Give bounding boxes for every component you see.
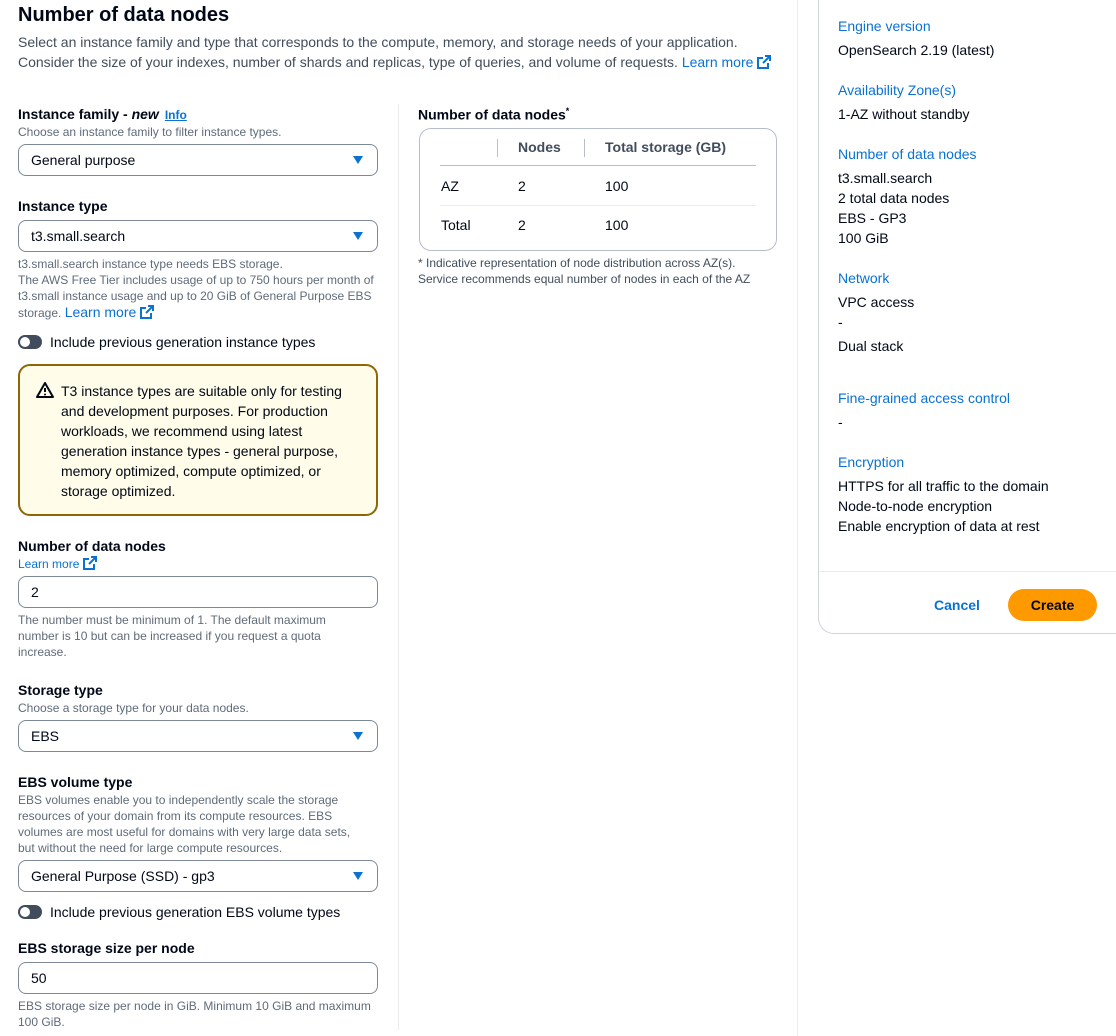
t3-warning-alert — [18, 364, 378, 516]
summary-az-key: Availability Zone(s) — [838, 82, 957, 98]
summary-nodes-values — [838, 168, 949, 248]
page-description-text: Select an instance family and type that corresponds to the compute, memory, and storage needs of your application. Consider the size of your indexes, number of shards and replicas, type of queries, and volume of requests. — [18, 34, 738, 70]
summary-value: Dual stack — [838, 338, 904, 354]
nodes-table — [419, 128, 777, 251]
summary-value: VPC access — [838, 294, 915, 310]
nodes-table-title — [418, 106, 569, 123]
storage-type-value: EBS — [31, 728, 60, 744]
create-button[interactable]: Create — [1008, 589, 1097, 621]
ebs-size-value: 50 — [31, 970, 47, 986]
page-title: Number of data nodes — [18, 4, 230, 26]
ebs-volume-type-value: General Purpose (SSD) - gp3 — [31, 868, 215, 884]
data-nodes-learn-more-label: Learn more — [18, 557, 80, 571]
table-header-storage: Total storage (GB) — [605, 139, 727, 155]
summary-value: EBS - GP3 — [838, 210, 907, 226]
data-nodes-label: Number of data nodes — [18, 538, 166, 554]
caret-down-icon — [353, 232, 363, 240]
storage-type-label: Storage type — [18, 682, 103, 698]
caret-down-icon — [353, 872, 363, 880]
summary-engine-version-key: Engine version — [838, 18, 931, 34]
header-separator — [584, 139, 585, 157]
storage-type-select[interactable] — [18, 720, 378, 752]
external-link-icon — [757, 55, 771, 69]
ebs-volume-type-label: EBS volume type — [18, 774, 133, 790]
summary-value: Enable encryption of data at rest — [838, 518, 1040, 534]
caret-down-icon — [353, 732, 363, 740]
summary-value: HTTPS for all traffic to the domain — [838, 478, 1049, 494]
cancel-button[interactable]: Cancel — [934, 597, 980, 613]
prev-gen-ebs-toggle-row — [18, 904, 340, 920]
summary-value: - — [838, 314, 843, 330]
table-header-divider — [440, 165, 756, 166]
table-cell: 100 — [605, 178, 629, 194]
summary-value: 100 GiB — [838, 230, 889, 246]
instance-type-value: t3.small.search — [31, 228, 126, 244]
summary-fgac-key: Fine-grained access control — [838, 390, 1010, 406]
instance-type-select[interactable] — [18, 220, 378, 252]
table-header-nodes: Nodes — [518, 139, 561, 155]
external-link-icon — [140, 305, 154, 319]
new-tag: new — [131, 106, 159, 122]
instance-type-hint-line2: The AWS Free Tier includes usage of up to 750 hours per month of t3.small instance usage and up to 20 GiB of General Purpose EBS storage. — [18, 273, 374, 320]
summary-encryption-key: Encryption — [838, 454, 905, 470]
instance-family-info-link[interactable]: Info — [164, 108, 187, 122]
ebs-size-label: EBS storage size per node — [18, 940, 195, 956]
summary-value: 2 total data nodes — [838, 190, 950, 206]
data-nodes-value: 2 — [31, 584, 39, 600]
ebs-volume-type-hint: EBS volumes enable you to independently scale the storage resources of your domain from its compute resources. EBS volumes are most useful for domains with very large data sets, but without the need for large compute resources. — [18, 793, 351, 855]
data-nodes-learn-more-link[interactable] — [18, 556, 97, 571]
data-nodes-input[interactable] — [18, 576, 378, 608]
prev-gen-instance-label: Include previous generation instance types — [50, 334, 316, 350]
prev-gen-ebs-label: Include previous generation EBS volume types — [50, 904, 341, 920]
free-tier-learn-more-label: Learn more — [64, 304, 137, 320]
instance-family-value: General purpose — [31, 152, 136, 168]
table-cell: 2 — [518, 178, 526, 194]
prev-gen-instance-toggle[interactable] — [18, 335, 42, 349]
instance-type-hint-line1: t3.small.search instance type needs EBS storage. — [18, 257, 283, 271]
nodes-table-asterisk: * — [565, 106, 570, 116]
nodes-table-title-text: Number of data nodes — [418, 106, 566, 123]
sidebar-divider — [797, 0, 798, 1036]
instance-family-label-text: Instance family - — [18, 106, 132, 122]
summary-fgac-val: - — [838, 414, 843, 430]
ebs-size-hint: EBS storage size per node in GiB. Minimum 10 GiB and maximum 100 GiB. — [18, 999, 371, 1029]
summary-az-val: 1-AZ without standby — [838, 106, 970, 122]
summary-engine-version-val: OpenSearch 2.19 (latest) — [838, 42, 995, 58]
nodes-table-footnote: * Indicative representation of node distribution across AZ(s). Service recommends equal number of nodes in each of the AZ — [418, 256, 751, 286]
summary-network-key: Network — [838, 270, 890, 286]
ebs-size-input[interactable] — [18, 962, 378, 994]
summary-nodes-key: Number of data nodes — [838, 146, 977, 162]
summary-value: t3.small.search — [838, 170, 933, 186]
instance-family-hint: Choose an instance family to filter instance types. — [18, 125, 282, 139]
instance-type-label: Instance type — [18, 198, 108, 214]
learn-more-label: Learn more — [681, 54, 754, 70]
prev-gen-ebs-toggle[interactable] — [18, 905, 42, 919]
summary-encryption-values — [838, 476, 1049, 536]
column-divider — [398, 104, 399, 1030]
instance-type-hint — [18, 256, 376, 321]
summary-footer-divider — [819, 571, 1116, 572]
ebs-volume-type-select[interactable] — [18, 860, 378, 892]
instance-family-label — [18, 106, 187, 122]
data-nodes-hint: The number must be minimum of 1. The default maximum number is 10 but can be increased if you request a quota increase. — [18, 613, 326, 659]
caret-down-icon — [353, 156, 363, 164]
warning-icon — [36, 382, 54, 398]
prev-gen-instance-toggle-row — [18, 334, 315, 350]
table-cell: AZ — [441, 178, 459, 194]
free-tier-learn-more-link[interactable] — [65, 304, 155, 320]
external-link-icon — [83, 556, 97, 570]
page-description — [18, 32, 773, 72]
header-separator — [497, 139, 498, 157]
summary-value: Node-to-node encryption — [838, 498, 993, 514]
table-cell: 2 — [518, 217, 526, 233]
warning-text: T3 instance types are suitable only for testing and development purposes. For production workloads, we recommend using latest generation instance types - general purpose, memory optimized, compute optimized, or storage optimized. — [61, 383, 342, 499]
table-row-divider — [440, 205, 756, 206]
instance-family-select[interactable] — [18, 144, 378, 176]
storage-type-hint: Choose a storage type for your data nodes. — [18, 701, 249, 715]
table-cell: 100 — [605, 217, 629, 233]
learn-more-link[interactable] — [682, 54, 772, 70]
table-cell: Total — [441, 217, 471, 233]
